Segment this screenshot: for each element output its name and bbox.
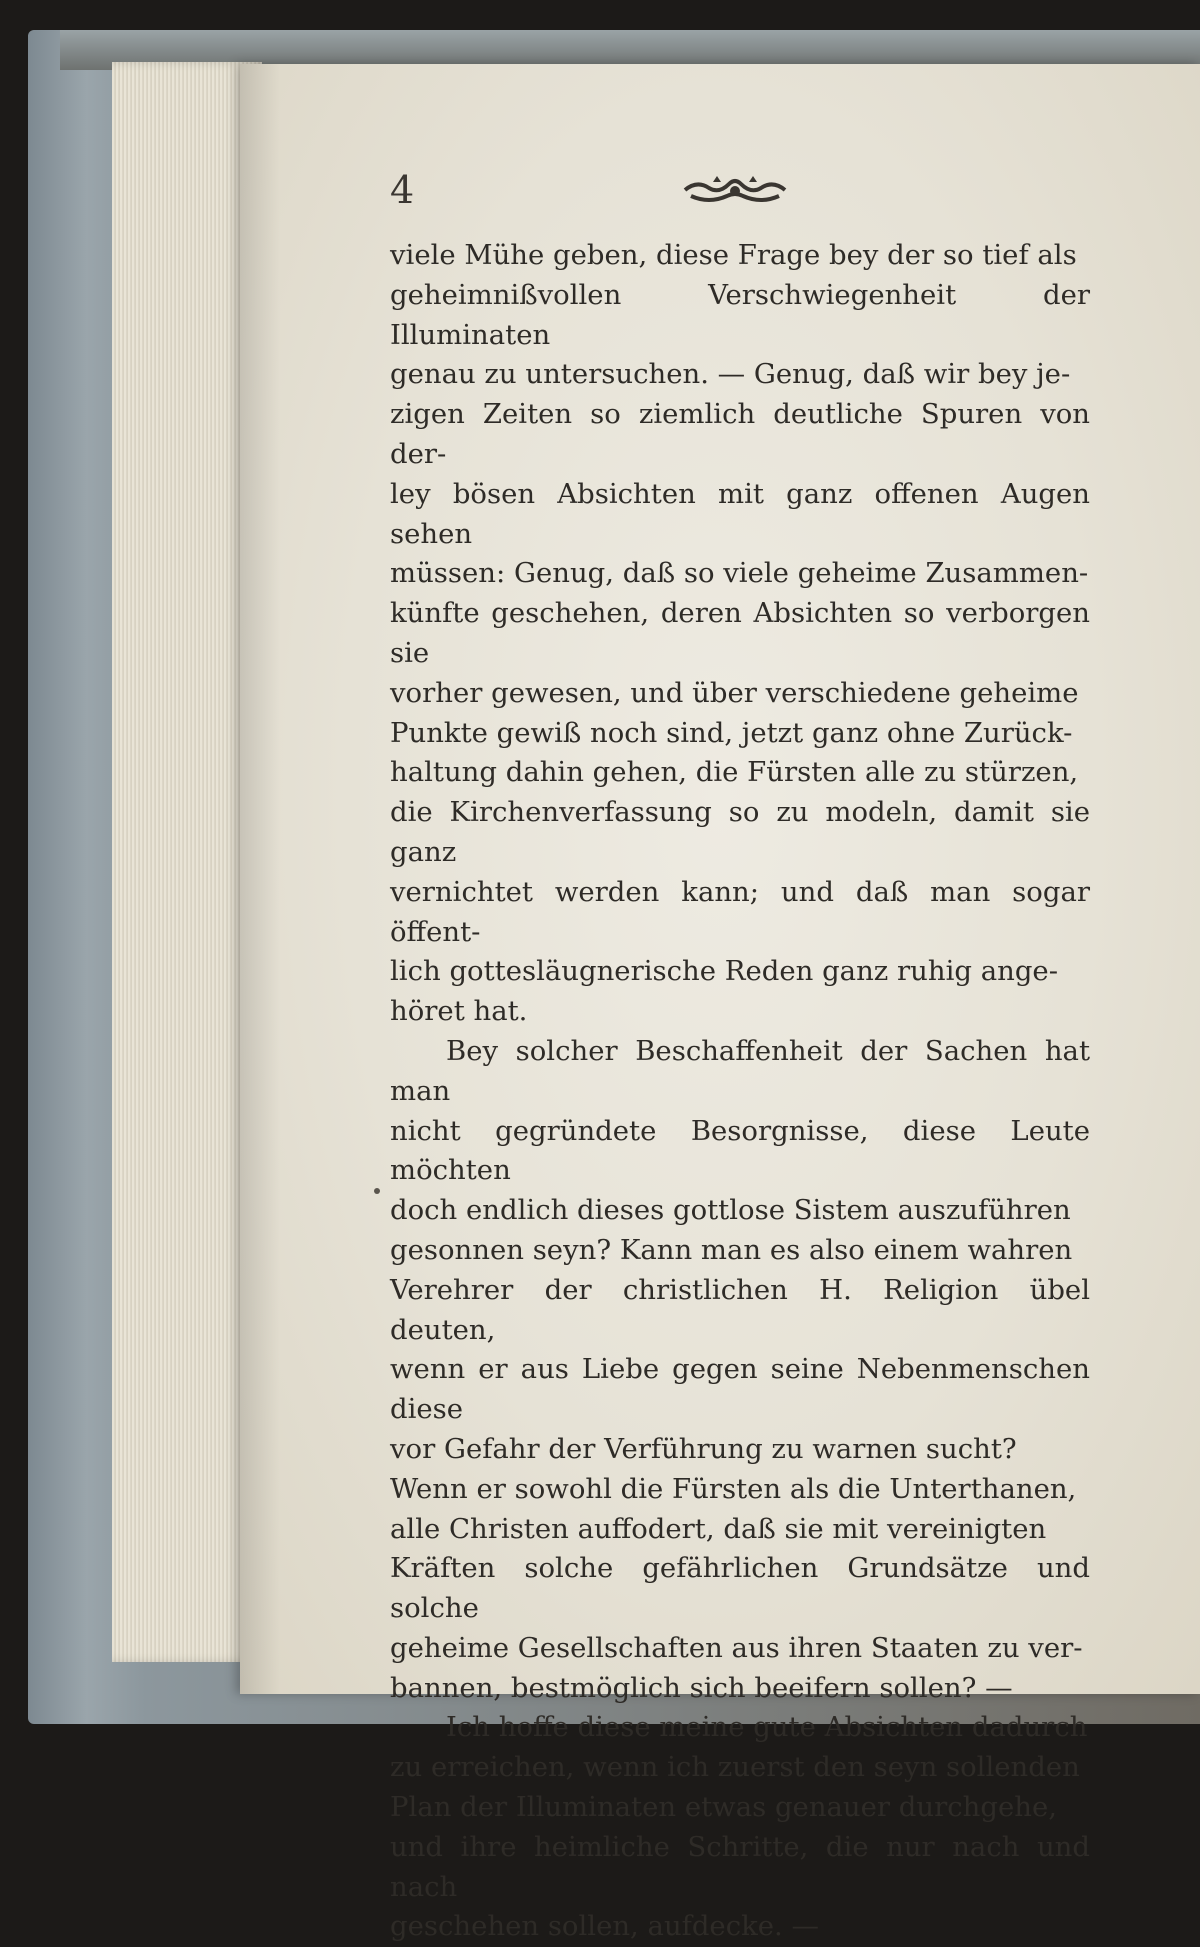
headpiece-ornament-icon	[683, 174, 787, 208]
paragraph-2: Bey solcher Beschaffenheit der Sachen hat man nicht gegründete Besorgnisse, diese Leute möchten doch endlich dieses gottlose Sistem auszuführen gesonnen seyn? Kann man es also einem wahren Verehrer der christlichen H. Religion übel deuten, wenn er aus Liebe gegen seine Nebenmenschen diese vor Gefahr der Verführung zu warnen sucht? Wenn er sowohl die Fürsten als die Unterthanen, alle Christen auffodert, daß sie mit vereinigten Kräften solche gefährlichen Grundsätze und solche geheime Gesellschaften aus ihren Staaten zu ver- bannen, bestmöglich sich beeifern sollen? —	[390, 1034, 1090, 1704]
gutter-shadow	[240, 64, 280, 1694]
paragraph-3: Ich hoffe diese meine gute Absichten dadurch zu erreichen, wenn ich zuerst den seyn sollenden Plan der Illuminaten etwas genauer durchgehe, und ihre heimliche Schritte, die nur nach und nach geschehen sollen, aufdecke. —	[390, 1711, 1090, 1943]
body-text	[390, 236, 1090, 1947]
paragraph-1: viele Mühe geben, diese Frage bey der so tief als geheimnißvollen Verschwiegenheit der Illuminaten genau zu untersuchen. — Genug, daß wir bey je- zigen Zeiten so ziemlich deutliche Spuren von der- ley bösen Absichten mit ganz offenen Augen sehen müssen: Genug, daß so viele geheime Zusammen- künfte geschehen, deren Absichten so verborgen sie vorher gewesen, und über verschiedene geheime Punkte gewiß noch sind, jetzt ganz ohne Zurück- haltung dahin gehen, die Fürsten alle zu stürzen, die Kirchenverfassung so zu modeln, damit sie ganz vernichtet werden kann; und daß man sogar öffent- lich gottesläugnerische Reden ganz ruhig ange- höret hat.	[390, 239, 1090, 1028]
margin-mark	[374, 1188, 380, 1194]
page-header	[390, 168, 1090, 224]
page-number: 4	[390, 168, 415, 212]
